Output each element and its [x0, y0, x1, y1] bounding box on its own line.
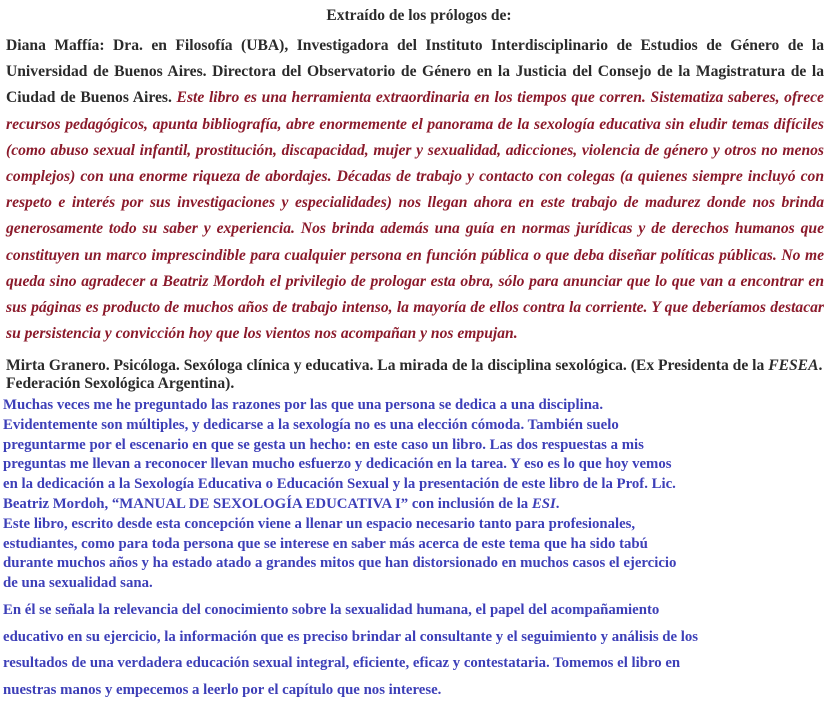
fesea-acronym: FESEA: [768, 357, 819, 374]
quote-line: educativo en su ejercicio, la información que es preciso brindar al consultante y el seguimiento y análisis de los: [3, 628, 699, 645]
quote-line: Este libro, escrito desde esta concepción viene a llenar un espacio necesario tanto para profesionales,: [3, 515, 636, 532]
book-title-text: Beatriz Mordoh, “MANUAL DE SEXOLOGÍA EDUCATIVA I” con inclusión de la: [3, 495, 529, 512]
granero-quote-part-2: [3, 597, 833, 703]
quote-line: en la dedicación a la Sexología Educativa o Educación Sexual y la presentación de este libro de la Prof. Lic.: [3, 476, 676, 493]
book-title-line: [3, 495, 833, 515]
quote-line: En él se señala la relevancia del conocimiento sobre la sexualidad humana, el papel del acompañamiento: [3, 602, 660, 618]
quote-line: preguntas me llevan a reconocer llevan mucho esfuerzo y dedicación en la tarea. Y eso es lo que hoy vemos: [3, 456, 672, 473]
quote-line: preguntarme por el escenario en que se gesta un hecho: en este caso un libro. Las dos respuestas a mis: [3, 436, 644, 453]
maffia-prologue: [6, 33, 824, 347]
granero-credentials: [6, 357, 832, 392]
quote-line: durante muchos años y ha estado atado a grandes mitos que han distorsionado en muchos casos el ejercicio: [3, 555, 677, 572]
granero-quote-part-1: [3, 396, 833, 594]
quote-line: resultados de una verdadera educación sexual integral, eficiente, eficaz y contestataria. Tomemos el libro en: [3, 655, 681, 672]
quote-line: Muchas veces me he preguntado las razones por las que una persona se dedica a una disciplina.: [3, 397, 604, 413]
quote-line: Evidentemente son múltiples, y dedicarse a la sexología no es una elección cómoda. También suelo: [3, 416, 619, 433]
esi-acronym: ESI: [531, 495, 556, 512]
book-title-end: .: [555, 495, 560, 512]
granero-intro: Mirta Granero. Psicóloga. Sexóloga clínica y educativa. La mirada de la disciplina sexológica. (Ex Presidenta de la: [6, 357, 765, 374]
maffia-credentials: Diana Maffía: Dra. en Filosofía (UBA), Investigadora del Instituto Interdisciplinario de Estudios de Género de la Universidad de Buenos Aires. Directora del Observatorio de Género en la Justicia del Consejo de la Magistratura de la Ciudad de Buenos Aires.: [6, 37, 824, 107]
quote-line: estudiantes, como para toda persona que se interese en saber más acerca de este tema que ha sido tabú: [3, 535, 648, 552]
document-heading: Extraído de los prólogos de:: [326, 7, 512, 24]
quote-line: nuestras manos y empecemos a leerlo por el capítulo que nos interese.: [3, 681, 442, 698]
maffia-quote: Este libro es una herramienta extraordinaria en los tiempos que corren. Sistematiza saberes, ofrece recursos pedagógicos, apunta bibliografía, abre enormemente el panorama de la sexología educativa sin eludir temas difíciles (como abuso sexual infantil, prostitución, discapacidad, mujer y sexualidad, adicciones, violencia de género y otros no menos complejos) con una enorme riqueza de abordajes. Décadas de trabajo y contacto con colegas (a quienes siempre incluyó con respeto e interés por sus investigaciones y especialidades) nos llegan ahora en este trabajo de madurez donde nos brinda generosamente todo su saber y experiencia. Nos brinda además una guía en normas jurídicas y de derechos humanos que constituyen un marco imprescindible para cualquier persona en función pública o que deba diseñar políticas públicas. No me queda sino agradecer a Beatriz Mordoh el privilegio de prologar esta obra, sólo para anunciar que lo que van a encontrar en sus páginas es producto de muchos años de trabajo intenso, la mayoría de ellos contra la corriente. Y que deberíamos destacar su persistencia y convicción hoy que los vientos nos acompañan y nos empujan.: [6, 89, 824, 343]
quote-line: de una sexualidad sana.: [3, 575, 153, 592]
granero-outro: . Federación Sexológica Argentina).: [6, 357, 823, 392]
